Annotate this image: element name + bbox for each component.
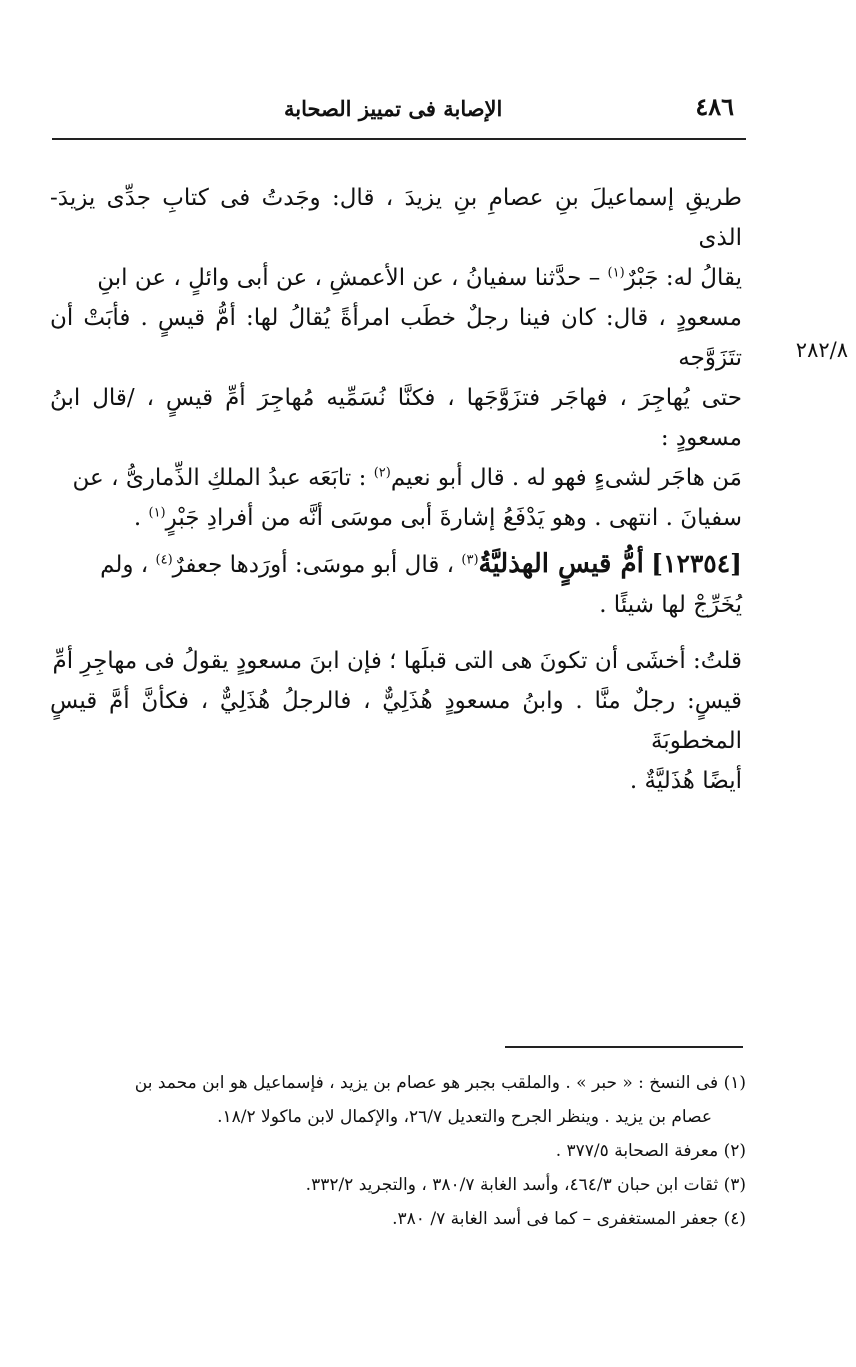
footnote: (٤) جعفر المستغفرى – كما فى أسد الغابة ٧/ ٣٨٠. [392,1209,746,1229]
text-line: حتى يُهاجِرَ ، فهاجَر فتزَوَّجَها ، فكنَّا نُسَمِّيه مُهاجِرَ أمِّ قيسٍ ، /قال ابنُ مسعودٍ : [50,385,742,451]
text-segment: : تابَعَه عبدُ الملكِ الذِّمارىُّ ، عن [72,465,367,491]
entry-name: أمُّ قيسٍ الهذليَّةُ [478,549,644,579]
text-line: طريقِ إسماعيلَ بنِ عصامِ بنِ يزيدَ ، قال: وجَدتُ فى كتابِ جدِّى يزيدَ- الذى [50,185,742,251]
footnote-ref: (١) [148,505,166,521]
text-segment: يقالُ له: جَبْرٌ [624,265,742,291]
footnote-ref: (٣) [461,552,479,568]
page-number: ٤٨٦ [695,92,734,121]
footnote: (٣) ثقات ابن حبان ٤٦٤/٣، وأسد الغابة ٣٨٠/٧ ، والتجريد ٣٣٢/٢. [305,1175,746,1195]
footnote-ref: (١) [607,265,625,281]
text-line [50,258,742,298]
page-header [52,88,746,128]
footnote: (١) فى النسخ : « حبر » . والملقب بجبر هو عصام بن يزيد ، فإسماعيل هو ابن محمد بن [134,1073,746,1093]
header-rule [52,138,746,140]
footnotes [52,1066,746,1236]
text-line: أيضًا هُذَليَّةٌ . [629,768,742,794]
footnote: (٢) معرفة الصحابة ٣٧٧/٥ . [555,1141,746,1161]
text-line: يُخَرِّجْ لها شيئًا . [599,592,742,618]
text-line [50,458,742,498]
footnote-continuation: عصام بن يزيد . وينظر الجرح والتعديل ٢٦/٧، والإكمال لابن ماكولا ١٨/٢. [217,1107,712,1127]
main-text [50,178,742,801]
text-line [50,498,742,538]
text-segment: ، قال أبو موسَى: أورَدها جعفرٌ [172,552,455,578]
footnote-rule [505,1046,743,1048]
text-line: مسعودٍ ، قال: كان فينا رجلٌ خطَب امرأةً يُقالُ لها: أمُّ قيسٍ . فأبَتْ أن تتَزَوَّجه [50,305,742,371]
margin-reference: ٢٨٢/٨ [795,338,848,362]
text-segment: . [133,505,142,531]
entry-line [50,544,742,585]
footnote-ref: (٤) [155,552,173,568]
text-segment: ، ولم [100,552,149,578]
running-title: الإصابة فى تمييز الصحابة [284,96,503,121]
text-line: قيسٍ: رجلٌ منَّا . وابنُ مسعودٍ هُذَلِيٌّ ، فالرجلُ هُذَلِيٌّ ، فكأنَّ أمَّ قيسٍ المخطوبَةَ [50,688,742,754]
text-segment: مَن هاجَر لشىءٍ فهو له . قال أبو نعيم [390,465,742,491]
footnote-ref: (٢) [373,465,391,481]
text-line: قلتُ: أخشَى أن تكونَ هى التى قبلَها ؛ فإن ابنَ مسعودٍ يقولُ فى مهاجِرِ أمِّ [52,648,742,674]
text-segment: – حدَّثنا سفيانُ ، عن الأعمشِ ، عن أبى وائلٍ ، عن ابنِ [97,265,601,291]
entry-number: [١٢٣٥٤] [651,549,742,578]
text-segment: سفيانَ . انتهى . وهو يَدْفَعُ إشارةَ أبى موسَى أنَّه من أفرادِ جَبْرٍ [165,505,742,531]
